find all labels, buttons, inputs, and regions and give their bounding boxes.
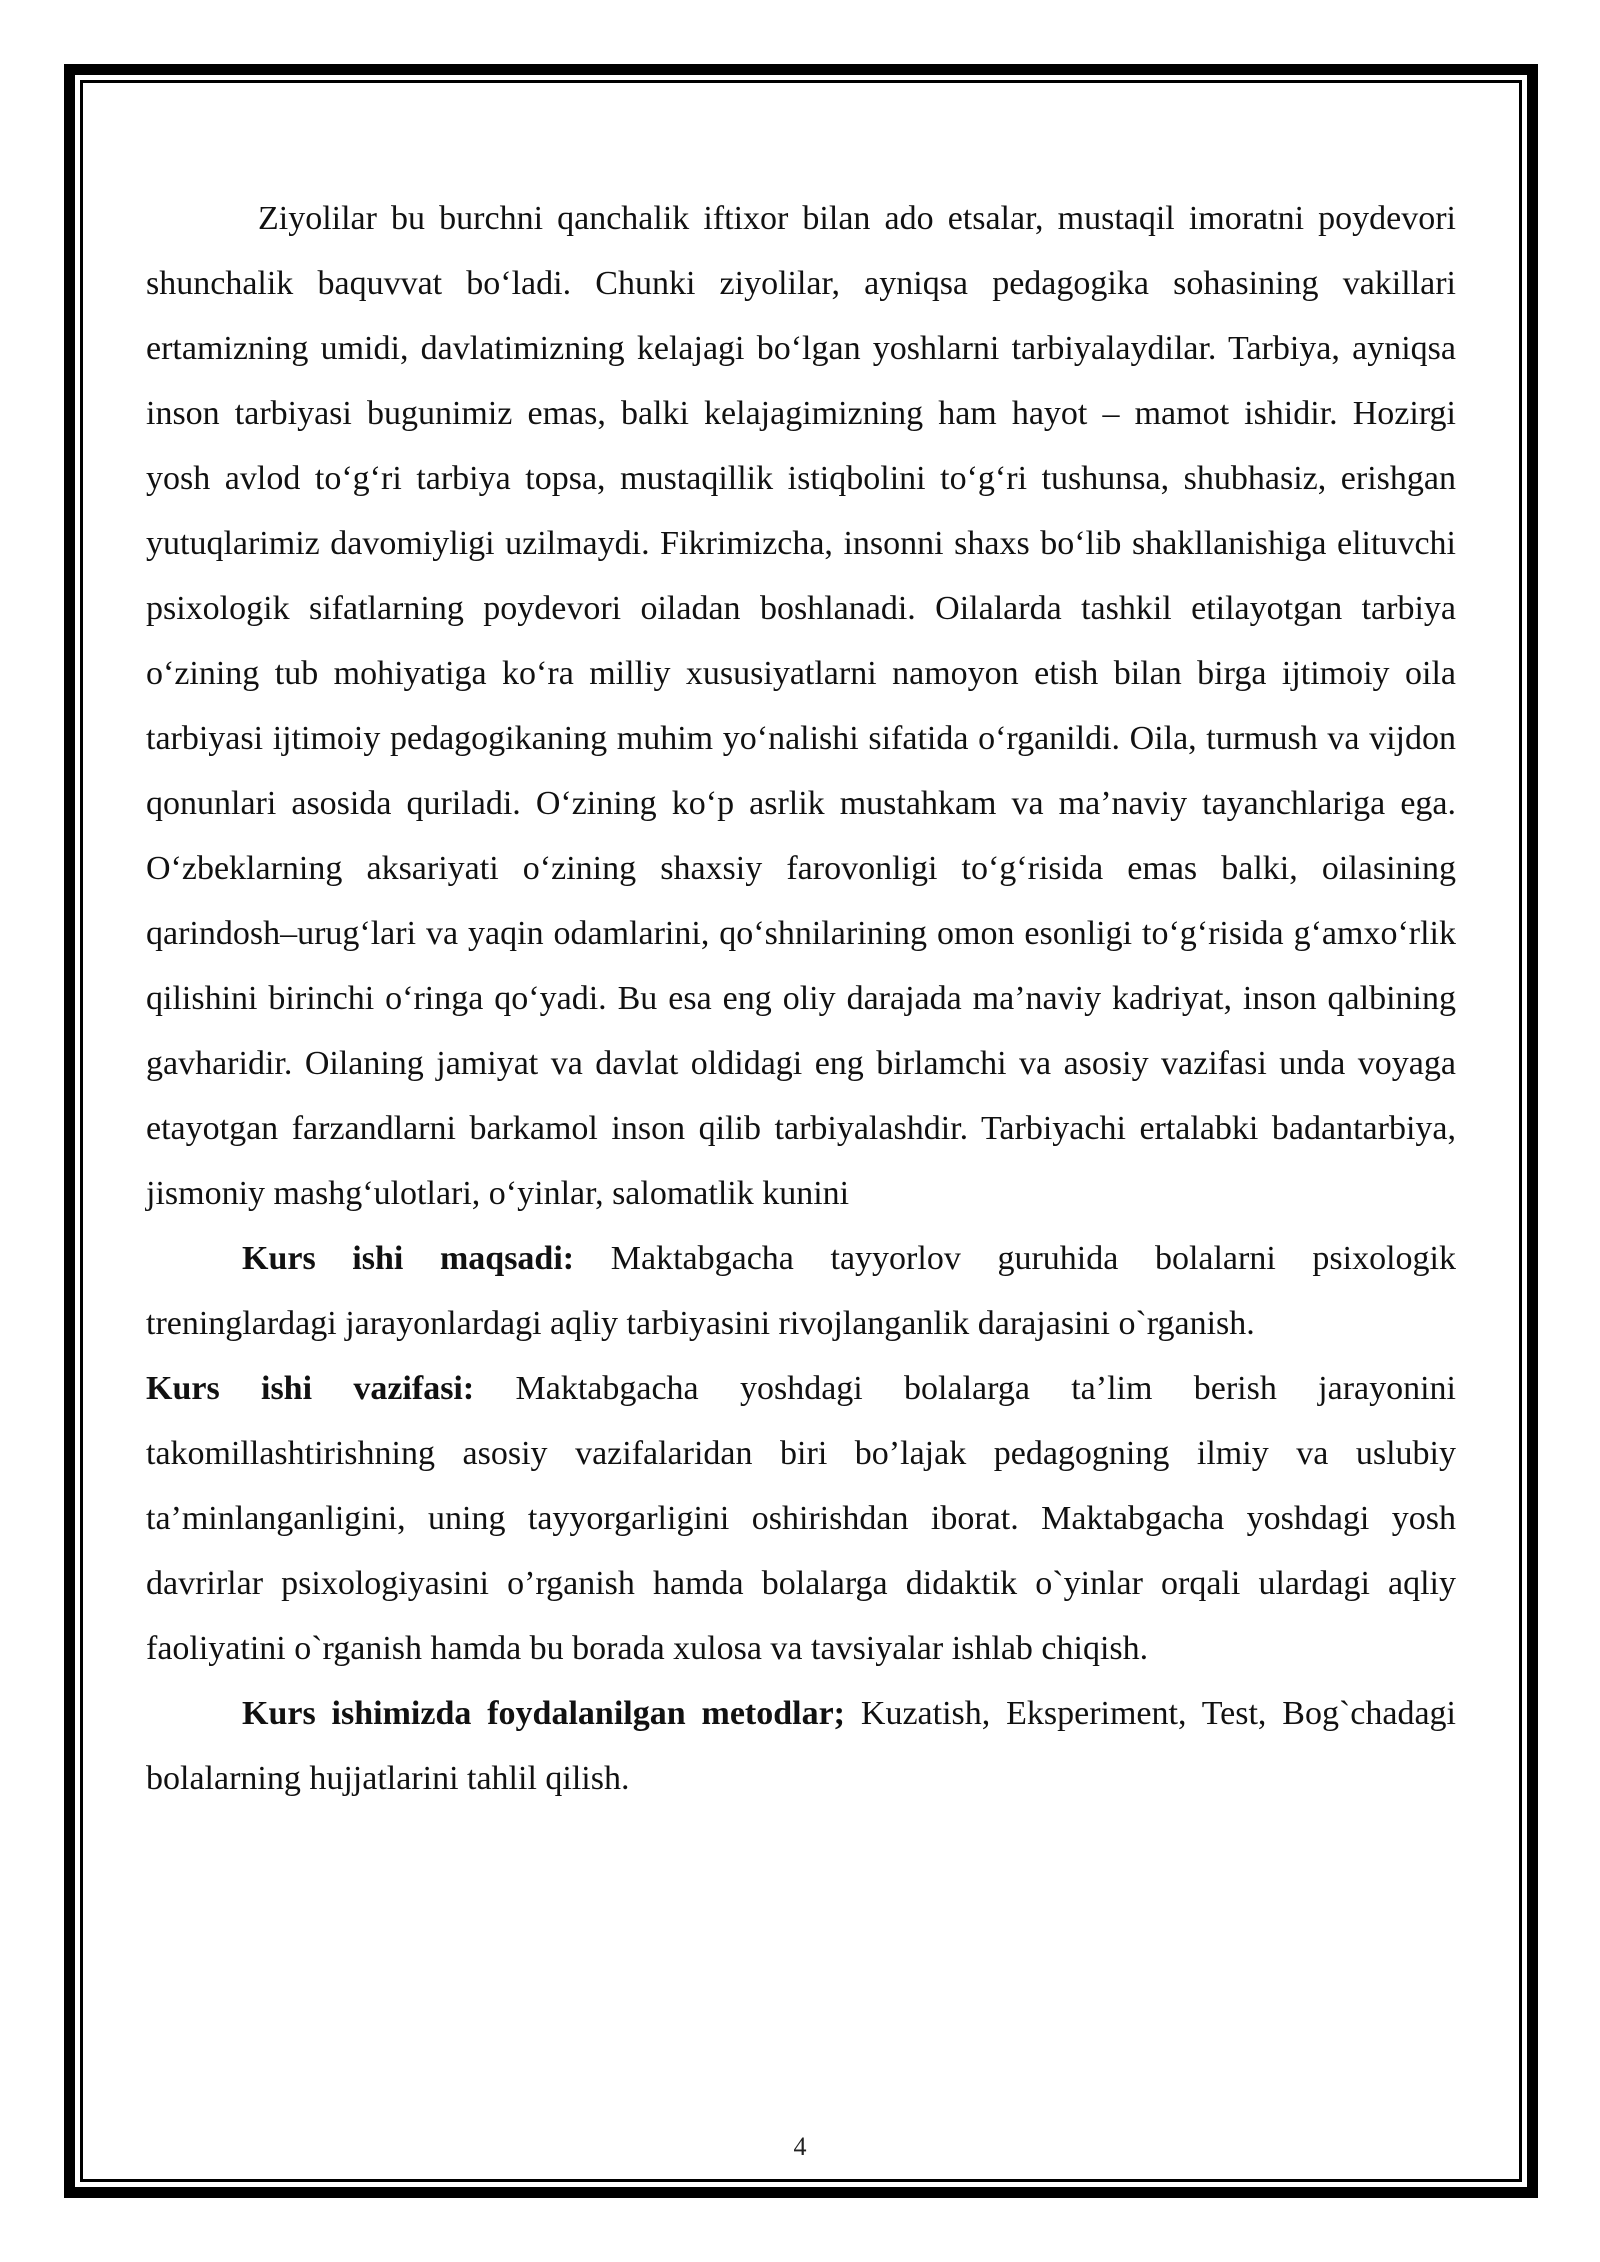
task-label: Kurs ishi vazifasi: <box>146 1370 475 1407</box>
goal-paragraph <box>146 1226 1456 1356</box>
task-paragraph <box>146 1356 1456 1681</box>
goal-label: Kurs ishi maqsadi: <box>242 1240 575 1277</box>
task-text: Maktabgacha yoshdagi bolalarga ta’lim berish jarayonini takomillashtirishning asosiy vazifalaridan biri bo’lajak pedagogning ilmiy va uslubiy ta’minlanganligini, uning tayyorgarligini oshirishdan iborat. Maktabgacha yoshdagi yosh davrirlar psixologiyasini o’rganish hamda bolalarga didaktik o`yinlar orqali ulardagi aqliy faoliyatini o`rganish hamda bu borada xulosa va tavsiyalar ishlab chiqish. <box>146 1370 1456 1667</box>
methods-text: Kuzatish, Eksperiment, Test, Bog`chadagi bolalarning hujjatlarini tahlil qilish. <box>146 1695 1456 1797</box>
goal-text: Maktabgacha tayyorlov guruhida bolalarni psixologik treninglardagi jarayonlardagi aqliy tarbiyasini rivojlanganlik darajasini o`rganish. <box>146 1240 1456 1342</box>
methods-paragraph <box>146 1681 1456 1811</box>
document-body <box>146 186 1456 1811</box>
methods-label: Kurs ishimizda foydalanilgan metodlar; <box>242 1695 846 1732</box>
page-number: 4 <box>793 2132 807 2161</box>
intro-paragraph: Ziyolilar bu burchni qanchalik iftixor bilan ado etsalar, mustaqil imoratni poydevori shunchalik baquvvat bo‘ladi. Chunki ziyolilar, ayniqsa pedagogika sohasining vakillari ertamizning umidi, davlatimizning kelajagi bo‘lgan yoshlarni tarbiyalaydilar. Tarbiya, ayniqsa inson tarbiyasi bugunimiz emas, balki kelajagimizning ham hayot – mamot ishidir. Hozirgi yosh avlod to‘g‘ri tarbiya topsa, mustaqillik istiqbolini to‘g‘ri tushunsa, shubhasiz, erishgan yutuqlarimiz davomiyligi uzilmaydi. Fikrimizcha, insonni shaxs bo‘lib shakllanishiga elituvchi psixologik sifatlarning poydevori oiladan boshlanadi. Oilalarda tashkil etilayotgan tarbiya o‘zining tub mohiyatiga ko‘ra milliy xususiyatlarni namoyon etish bilan birga ijtimoiy oila tarbiyasi ijtimoiy pedagogikaning muhim yo‘nalishi sifatida o‘rganildi. Oila, turmush va vijdon qonunlari asosida quriladi. O‘zining ko‘p asrlik mustahkam va ma’naviy tayanchlariga ega. O‘zbeklarning aksariyati o‘zining shaxsiy farovonligi to‘g‘risida emas balki, oilasining qarindosh–urug‘lari va yaqin odamlarini, qo‘shnilarining omon esonligi to‘g‘risida g‘amxo‘rlik qilishini birinchi o‘ringa qo‘yadi. Bu esa eng oliy darajada ma’naviy kadriyat, inson qalbining gavharidir. Oilaning jamiyat va davlat oldidagi eng birlamchi va asosiy vazifasi unda voyaga etayotgan farzandlarni barkamol inson qilib tarbiyalashdir. Tarbiyachi ertalabki badantarbiya, jismoniy mashg‘ulotlari, o‘yinlar, salomatlik kunini <box>146 200 1456 1212</box>
